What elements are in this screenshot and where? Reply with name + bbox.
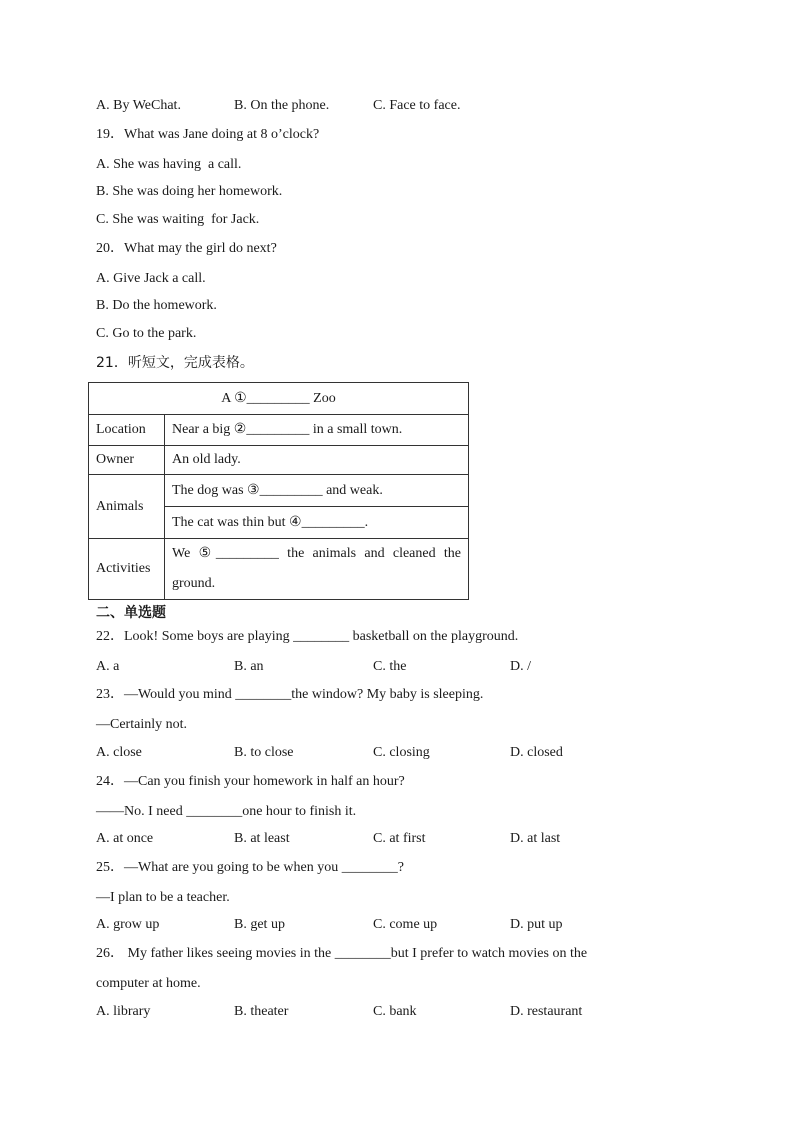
q23-answer-line: —Certainly not.	[96, 717, 187, 732]
q26-question-line2: computer at home.	[96, 976, 201, 991]
q20-question: 20．What may the girl do next?	[96, 241, 277, 256]
animals-value-cat: The cat was thin but ④_________.	[165, 507, 469, 539]
q20-option-b: B. Do the homework.	[96, 298, 217, 313]
q25-option-c: C. come up	[373, 917, 438, 932]
q18-option-c: C. Face to face.	[373, 98, 461, 113]
q26-option-c: C. bank	[373, 1004, 417, 1019]
q21-question: 21．听短文，完成表格。	[96, 355, 254, 371]
section-heading: 二、单选题	[96, 605, 166, 621]
q19-option-c: C. She was waiting for Jack.	[96, 212, 260, 227]
q26-option-d: D. restaurant	[510, 1004, 583, 1019]
q20-option-a: A. Give Jack a call.	[96, 271, 206, 286]
q25-option-d: D. put up	[510, 917, 563, 932]
q19-option-b: B. She was doing her homework.	[96, 184, 283, 199]
q19-option-a: A. She was having a call.	[96, 157, 242, 172]
q22-question: 22．Look! Some boys are playing ________ basketball on the playground.	[96, 629, 519, 644]
animals-value-dog: The dog was ③_________ and weak.	[165, 475, 469, 507]
q26-question-line1: 26． My father likes seeing movies in the ________but I prefer to watch movies on the	[96, 946, 588, 961]
location-value: Near a big ②_________ in a small town.	[165, 415, 469, 446]
q24-option-c: C. at first	[373, 831, 426, 846]
q25-option-b: B. get up	[234, 917, 285, 932]
q18-option-a: A. By WeChat.	[96, 98, 181, 113]
q24-question: 24．—Can you finish your homework in half an hour?	[96, 774, 405, 789]
q24-answer-line: ——No. I need ________one hour to finish it.	[96, 804, 357, 819]
q24-option-d: D. at last	[510, 831, 561, 846]
q24-option-b: B. at least	[234, 831, 290, 846]
q22-option-a: A. a	[96, 659, 120, 674]
q23-option-d: D. closed	[510, 745, 563, 760]
q22-option-b: B. an	[234, 659, 264, 674]
q18-option-b: B. On the phone.	[234, 98, 330, 113]
q23-option-b: B. to close	[234, 745, 294, 760]
activities-value: We ⑤_________ the animals and cleaned the ground.	[165, 539, 469, 600]
activities-label: Activities	[89, 539, 165, 600]
animals-label: Animals	[89, 475, 165, 539]
q23-question: 23．—Would you mind ________the window? My baby is sleeping.	[96, 687, 484, 702]
q20-option-c: C. Go to the park.	[96, 326, 197, 341]
q26-option-b: B. theater	[234, 1004, 289, 1019]
q21-table	[88, 382, 469, 600]
q25-option-a: A. grow up	[96, 917, 160, 932]
q22-option-d: D. /	[510, 659, 531, 674]
q24-option-a: A. at once	[96, 831, 154, 846]
q25-answer-line: —I plan to be a teacher.	[96, 890, 230, 905]
q26-option-a: A. library	[96, 1004, 151, 1019]
owner-label: Owner	[89, 446, 165, 475]
q22-option-c: C. the	[373, 659, 407, 674]
q23-option-c: C. closing	[373, 745, 430, 760]
table-title: A ①_________ Zoo	[89, 383, 469, 415]
q19-question: 19．What was Jane doing at 8 o’clock?	[96, 127, 320, 142]
q23-option-a: A. close	[96, 745, 142, 760]
owner-value: An old lady.	[165, 446, 469, 475]
location-label: Location	[89, 415, 165, 446]
q25-question: 25．—What are you going to be when you ________?	[96, 860, 404, 875]
